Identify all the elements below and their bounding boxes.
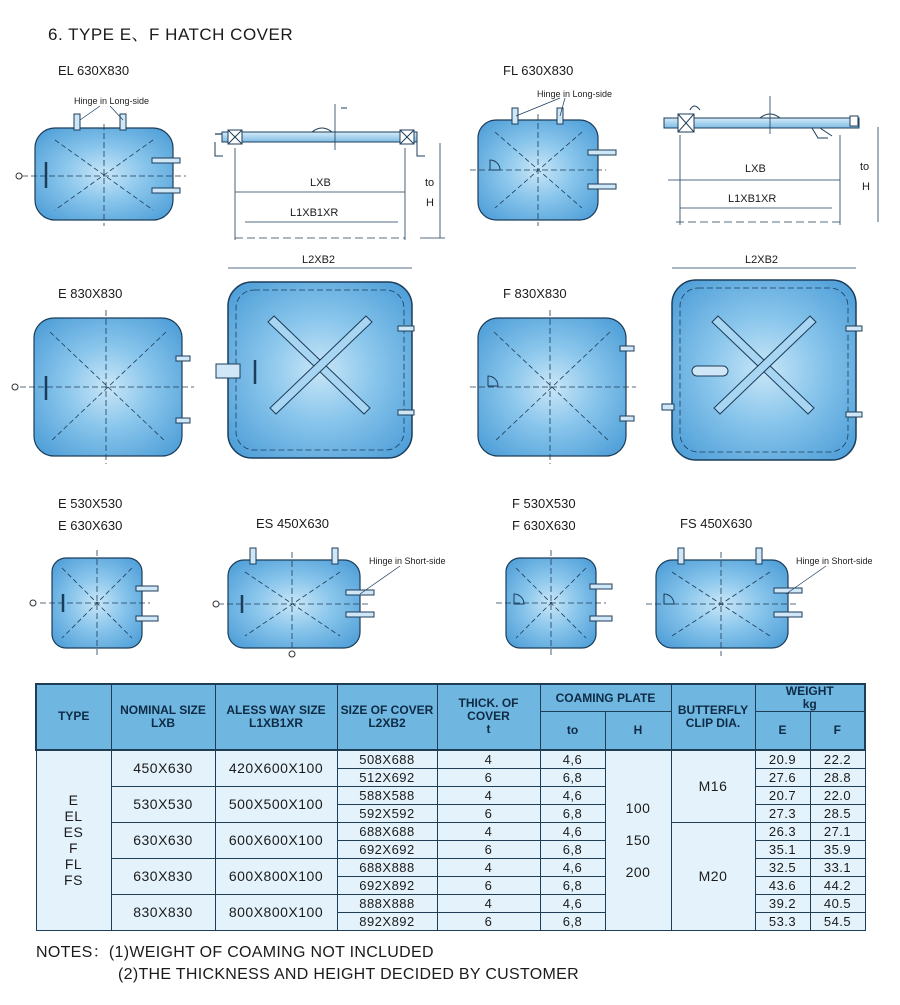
nominal-cell: 530X530 xyxy=(111,786,215,822)
thick-cell: 6 xyxy=(437,840,540,858)
fl-section-view xyxy=(664,96,878,225)
el-label: EL 630X830 xyxy=(58,63,130,78)
weight-f-cell: 28.8 xyxy=(810,768,865,786)
to-cell: 6,8 xyxy=(540,876,605,894)
e-cover-detail xyxy=(216,254,414,458)
to-cell: 6,8 xyxy=(540,840,605,858)
spec-table xyxy=(35,683,866,931)
to-cell: 6,8 xyxy=(540,912,605,930)
weight-e-cell: 26.3 xyxy=(755,822,810,840)
hinge-short-label-es: Hinge in Short-side xyxy=(369,556,446,566)
fl-h-label: H xyxy=(862,181,870,193)
e-830-label: E 830X830 xyxy=(58,286,123,301)
hinge-long-label-fl: Hinge in Long-side xyxy=(537,89,613,99)
header-type: TYPE xyxy=(36,684,111,750)
alesway-cell: 600X600X100 xyxy=(215,822,337,858)
thick-cell: 4 xyxy=(437,858,540,876)
cover-cell: 592X592 xyxy=(337,804,437,822)
weight-f-cell: 35.9 xyxy=(810,840,865,858)
header-alesway: ALESS WAY SIZE L1XB1XR xyxy=(215,684,337,750)
thick-cell: 6 xyxy=(437,768,540,786)
weight-f-cell: 22.2 xyxy=(810,750,865,769)
cover-cell: 888X888 xyxy=(337,894,437,912)
weight-f-cell: 44.2 xyxy=(810,876,865,894)
f-830-label: F 830X830 xyxy=(503,286,567,301)
cover-cell: 588X588 xyxy=(337,786,437,804)
alesway-cell: 800X800X100 xyxy=(215,894,337,930)
thick-cell: 4 xyxy=(437,894,540,912)
to-cell: 4,6 xyxy=(540,858,605,876)
thick-cell: 4 xyxy=(437,750,540,769)
fl-630x830-plan xyxy=(470,108,616,226)
e-530-630-plan xyxy=(30,550,158,656)
note-1: (1)WEIGHT OF COAMING NOT INCLUDED xyxy=(108,944,434,961)
nominal-cell: 630X830 xyxy=(111,858,215,894)
header-weight: WEIGHT kg xyxy=(755,684,865,712)
header-weight-f: F xyxy=(810,712,865,750)
cover-cell: 692X692 xyxy=(337,840,437,858)
e-530-label: E 530X530 xyxy=(58,496,123,511)
hinge-short-label-fs: Hinge in Short-side xyxy=(796,556,873,566)
weight-e-cell: 43.6 xyxy=(755,876,810,894)
header-coaming: COAMING PLATE xyxy=(540,684,671,712)
fs-label: FS 450X630 xyxy=(680,516,753,531)
cover-cell: 508X688 xyxy=(337,750,437,769)
weight-e-cell: 20.9 xyxy=(755,750,810,769)
alesway-cell: 600X800X100 xyxy=(215,858,337,894)
to-cell: 6,8 xyxy=(540,768,605,786)
header-nominal: NOMINAL SIZE LXB xyxy=(111,684,215,750)
weight-f-cell: 40.5 xyxy=(810,894,865,912)
header-butterfly: BUTTERFLY CLIP DIA. xyxy=(671,684,755,750)
alesway-cell: 500X500X100 xyxy=(215,786,337,822)
f-530-630-plan xyxy=(496,550,612,656)
weight-e-cell: 53.3 xyxy=(755,912,810,930)
fl-lxb-label: LXB xyxy=(745,163,766,175)
thick-cell: 6 xyxy=(437,804,540,822)
el-l1xb1xr-label: L1XB1XR xyxy=(290,207,339,219)
notes-line-1 xyxy=(36,939,434,962)
to-cell: 4,6 xyxy=(540,894,605,912)
header-thick: THICK. OF COVER t xyxy=(437,684,540,750)
to-cell: 4,6 xyxy=(540,822,605,840)
el-h-label: H xyxy=(426,197,434,209)
cover-cell: 892X892 xyxy=(337,912,437,930)
page-title: 6. TYPE E、F HATCH COVER xyxy=(48,25,294,44)
fs-450x630-plan xyxy=(646,548,802,656)
cover-cell: 692X892 xyxy=(337,876,437,894)
weight-f-cell: 54.5 xyxy=(810,912,865,930)
table-row xyxy=(36,822,865,840)
weight-e-cell: 32.5 xyxy=(755,858,810,876)
weight-e-cell: 39.2 xyxy=(755,894,810,912)
f-530-label: F 530X530 xyxy=(512,496,576,511)
weight-e-cell: 27.3 xyxy=(755,804,810,822)
e-l2xb2-label: L2XB2 xyxy=(302,254,336,266)
weight-f-cell: 28.5 xyxy=(810,804,865,822)
note-2: (2)THE THICKNESS AND HEIGHT DECIDED BY CUSTOMER xyxy=(118,966,579,983)
nominal-cell: 830X830 xyxy=(111,894,215,930)
thick-cell: 6 xyxy=(437,912,540,930)
fl-to-label: to xyxy=(860,161,870,173)
header-coaming-to: to xyxy=(540,712,605,750)
f-l2xb2-label: L2XB2 xyxy=(745,254,779,266)
f-cover-detail xyxy=(662,254,862,460)
weight-e-cell: 20.7 xyxy=(755,786,810,804)
nominal-cell: 630X630 xyxy=(111,822,215,858)
weight-e-cell: 27.6 xyxy=(755,768,810,786)
hinge-long-label-el: Hinge in Long-side xyxy=(74,96,150,106)
f-630-label: F 630X630 xyxy=(512,518,576,533)
header-coaming-h: H xyxy=(605,712,671,750)
el-to-label: to xyxy=(425,177,435,189)
notes-label: NOTES： xyxy=(36,944,109,961)
clip-m16-cell: M16 xyxy=(671,750,755,823)
type-list-cell: E EL ES F FL FS xyxy=(36,750,111,931)
alesway-cell: 420X600X100 xyxy=(215,750,337,787)
el-lxb-label: LXB xyxy=(310,177,331,189)
header-weight-e: E xyxy=(755,712,810,750)
e-830x830-plan xyxy=(12,310,194,464)
cover-cell: 688X688 xyxy=(337,822,437,840)
to-cell: 4,6 xyxy=(540,786,605,804)
e-630-label: E 630X630 xyxy=(58,518,123,533)
header-cover: SIZE OF COVER L2XB2 xyxy=(337,684,437,750)
es-label: ES 450X630 xyxy=(256,516,330,531)
el-630x830-plan xyxy=(16,114,186,226)
coaming-h-cell: 100 150 200 xyxy=(605,750,671,931)
weight-f-cell: 27.1 xyxy=(810,822,865,840)
thick-cell: 6 xyxy=(437,876,540,894)
to-cell: 4,6 xyxy=(540,750,605,769)
weight-e-cell: 35.1 xyxy=(755,840,810,858)
to-cell: 6,8 xyxy=(540,804,605,822)
nominal-cell: 450X630 xyxy=(111,750,215,787)
clip-m20-cell: M20 xyxy=(671,822,755,930)
f-830x830-plan xyxy=(470,310,636,464)
thick-cell: 4 xyxy=(437,822,540,840)
weight-f-cell: 22.0 xyxy=(810,786,865,804)
cover-cell: 512X692 xyxy=(337,768,437,786)
cover-cell: 688X888 xyxy=(337,858,437,876)
thick-cell: 4 xyxy=(437,786,540,804)
es-450x630-plan xyxy=(213,548,374,657)
weight-f-cell: 33.1 xyxy=(810,858,865,876)
table-row xyxy=(36,750,865,769)
fl-l1xb1xr-label: L1XB1XR xyxy=(728,193,777,205)
el-section-view xyxy=(215,104,445,240)
fl-label: FL 630X830 xyxy=(503,63,574,78)
